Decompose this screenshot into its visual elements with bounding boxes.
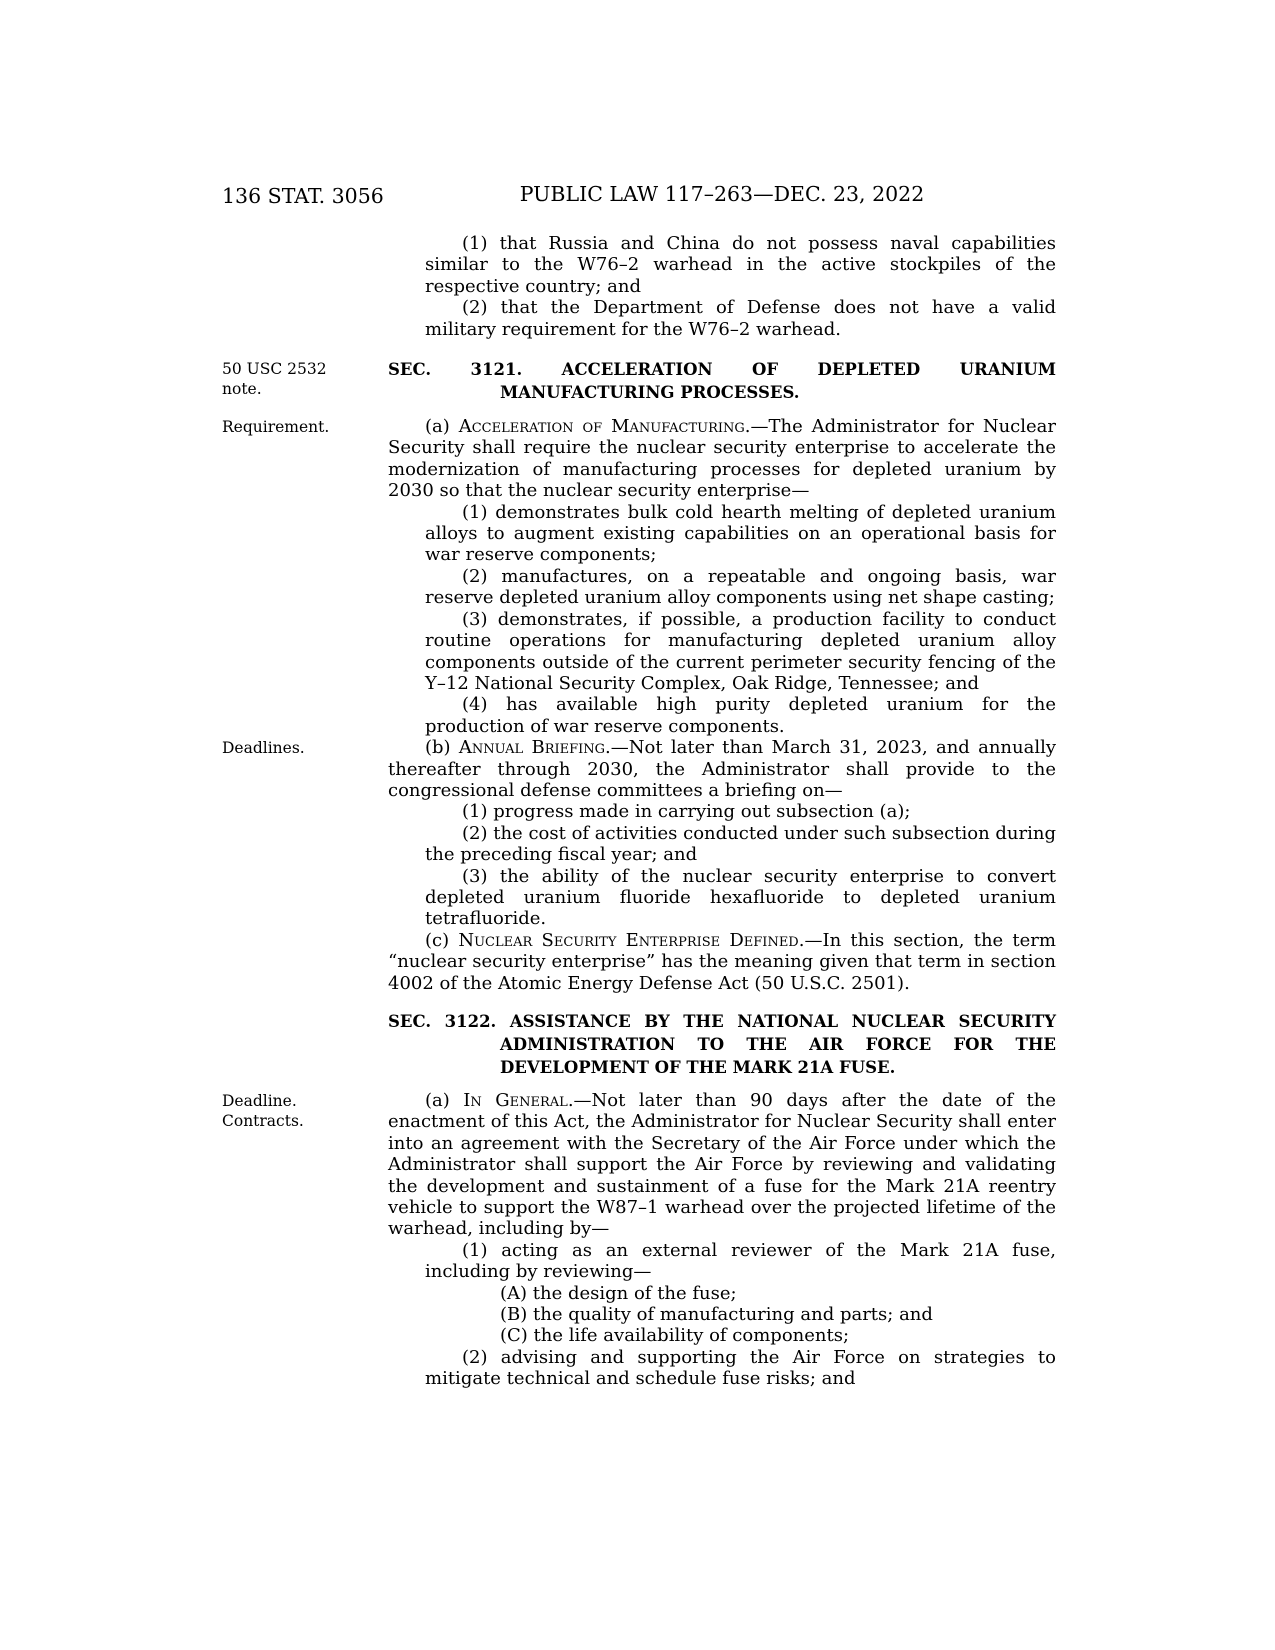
header-left-column — [222, 182, 388, 208]
paragraph: (3) demonstrates, if possible, a production facility to conduct routine operations for manufacturing depleted uranium alloy components outside of the current perimeter security fencing of the Y–12 National Security Complex, Oak Ridge, Tennessee; and — [425, 608, 1056, 694]
paragraph — [388, 737, 1056, 801]
page-header — [222, 182, 1275, 208]
margin-note-column — [222, 233, 388, 235]
header-center-column — [388, 182, 1056, 206]
paragraph-lead: (c) — [425, 929, 459, 951]
paragraph: (1) acting as an external reviewer of the Mark 21A fuse, including by reviewing— — [425, 1239, 1056, 1283]
margin-note-column — [222, 358, 388, 399]
margin-note: Deadline. Contracts. — [222, 1092, 304, 1130]
body-column — [388, 358, 1056, 404]
content-row — [222, 358, 1275, 404]
paragraph: (1) progress made in carrying out subsection (a); — [462, 801, 911, 823]
paragraph-lead: (a) — [425, 416, 459, 438]
margin-note: Requirement. — [222, 418, 330, 437]
paragraph-text: .—The Administrator for Nuclear Security shall require the nuclear security enterprise to accelerate the modernization of manufacturing processes for depleted uranium by 2030 so that the nuclear security enterprise— — [388, 416, 1056, 502]
paragraph: (1) demonstrates bulk cold hearth melting of depleted uranium alloys to augment existing capabilities on an operational basis for war reserve components; — [425, 501, 1056, 566]
stat-page-number: 136 STAT. 3056 — [222, 184, 384, 208]
paragraph: (3) the ability of the nuclear security enterprise to convert depleted uranium fluoride hexafluoride to depleted uranium tetrafluoride. — [425, 865, 1056, 930]
smallcaps-term: Annual Briefing — [458, 737, 606, 759]
section-title: ACCELERATION OF DEPLETED URANIUM MANUFACTURING PROCESSES. — [500, 360, 1056, 403]
body-column — [388, 1090, 1056, 1390]
content-row — [222, 1010, 1275, 1079]
paragraph — [388, 930, 1056, 994]
content-row — [222, 233, 1275, 340]
paragraph-text: .—In this section, the term “nuclear security enterprise” has the meaning given that term in section 4002 of the Atomic Energy Defense Act (50 U.S.C. 2501). — [388, 929, 1056, 994]
paragraph-text: .—Not later than 90 days after the date of the enactment of this Act, the Administrator for Nuclear Security shall enter into an agreement with the Secretary of the Air Force under which the Administrator shall support the Air Force by reviewing and validating the development and sustainment of a fuse for the Mark 21A reentry vehicle to support the W87–1 warhead over the projected lifetime of the warhead, including by— — [388, 1090, 1057, 1240]
law-title: PUBLIC LAW 117–263—DEC. 23, 2022 — [519, 182, 925, 206]
paragraph — [388, 416, 1056, 502]
body-column — [388, 737, 1056, 994]
body-column — [388, 233, 1056, 340]
body-column — [388, 1010, 1056, 1079]
content-row — [222, 737, 1275, 994]
smallcaps-term: Nuclear Security Enterprise Defined — [458, 929, 799, 951]
paragraph-lead: (b) — [425, 737, 459, 759]
margin-note-column — [222, 416, 388, 438]
smallcaps-term: Acceleration of Manufacturing — [458, 416, 745, 438]
paragraph: (C) the life availability of components; — [500, 1325, 850, 1347]
margin-note-column — [222, 1090, 388, 1131]
paragraph: (2) advising and supporting the Air Force on strategies to mitigate technical and schedule fuse risks; and — [425, 1346, 1056, 1390]
content-row — [222, 416, 1275, 737]
paragraph-text: .—Not later than March 31, 2023, and annually thereafter through 2030, the Administrator shall provide to the congressional defense committees a briefing on— — [388, 737, 1057, 801]
paragraph: (2) the cost of activities conducted under such subsection during the preceding fiscal year; and — [425, 822, 1056, 866]
section-heading — [388, 1010, 1056, 1079]
paragraph: (2) that the Department of Defense does not have a valid military requirement for the W76–2 warhead. — [425, 297, 1056, 340]
smallcaps-term: In General — [463, 1090, 568, 1111]
paragraph — [388, 1090, 1056, 1240]
paragraph: (2) manufactures, on a repeatable and ongoing basis, war reserve depleted uranium alloy components using net shape casting; — [425, 565, 1056, 609]
content-row — [222, 1090, 1275, 1390]
margin-note: Deadlines. — [222, 739, 305, 758]
paragraph-lead: (a) — [425, 1090, 464, 1111]
section-title: ASSISTANCE BY THE NATIONAL NUCLEAR SECURITY ADMINISTRATION TO THE AIR FORCE FOR THE DEVELOPMENT OF THE MARK 21A FUSE. — [500, 1012, 1056, 1077]
margin-note: 50 USC 2532 note. — [222, 360, 327, 398]
margin-note-column — [222, 737, 388, 759]
paragraph: (B) the quality of manufacturing and parts; and — [500, 1304, 933, 1326]
section-label: SEC. 3122. — [388, 1012, 497, 1031]
body-column — [388, 416, 1056, 737]
section-heading — [388, 358, 1056, 404]
paragraph: (A) the design of the fuse; — [500, 1282, 737, 1304]
paragraph: (4) has available high purity depleted uranium for the production of war reserve components. — [425, 694, 1056, 737]
section-label: SEC. 3121. — [388, 360, 523, 380]
margin-note-column — [222, 1010, 388, 1012]
paragraph: (1) that Russia and China do not possess naval capabilities similar to the W76–2 warhead in the active stockpiles of the respective country; and — [425, 233, 1056, 297]
